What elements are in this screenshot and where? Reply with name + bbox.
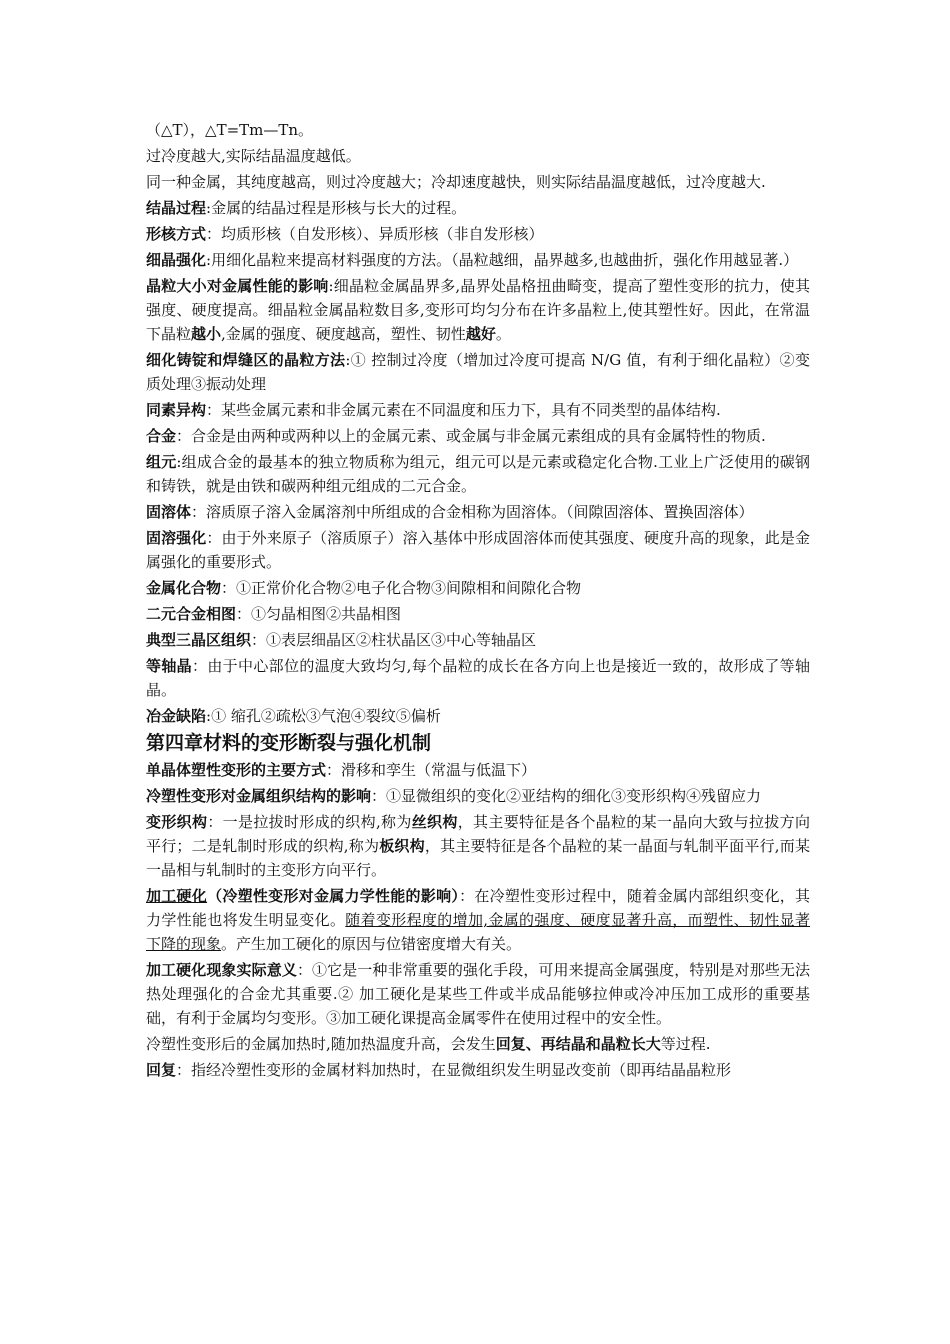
term: 二元合金相图 (146, 605, 237, 623)
definition-recovery (146, 1058, 810, 1082)
definition-text: ，其主要特征是各个晶粒的某一晶向大致与拉拔方向平行；二是轧制时形成的织构,称为 (146, 813, 810, 855)
term: 结晶过程 (146, 199, 207, 217)
definition-phase-diagram (146, 602, 810, 626)
definition-text: ：①正常价化合物②电子化合物③间隙相和间隙化合物 (221, 579, 582, 597)
definition-hardening-significance (146, 958, 810, 1030)
term: 形核方式 (146, 225, 207, 243)
definition-solution-strengthening (146, 526, 810, 574)
definition-text: ,金属的强度、硬度越高，塑性、韧性 (221, 325, 466, 343)
emphasis: 回复、再结晶和晶粒长大 (495, 1035, 661, 1053)
definition-text: :金属的结晶过程是形核与长大的过程。 (206, 199, 467, 217)
emphasis: 丝织构 (411, 813, 458, 831)
term: 细化铸锭和焊缝区的晶粒方法 (146, 351, 346, 369)
emphasis: 越小 (191, 325, 222, 343)
definition-work-hardening (146, 884, 810, 956)
definition-intermetallic (146, 576, 810, 600)
definition-grain-size (146, 274, 810, 346)
definition-text: :组成合金的最基本的独立物质称为组元，组元可以是元素或稳定化合物.工业上广泛使用的碳钢和铸铁，就是由铁和碳两种组元组成的二元合金。 (146, 453, 810, 495)
definition-text: :① 控制过冷度（增加过冷度可提高 N/G 值，有利于细化晶粒）②变质处理③振动处理 (146, 351, 810, 393)
definition-text: ：①表层细晶区②柱状晶区③中心等轴晶区 (251, 631, 537, 649)
term: 冷塑性变形对金属组织结构的影响 (146, 787, 372, 805)
term: 金属化合物 (146, 579, 222, 597)
document-page (146, 118, 810, 1084)
underlined-text: 随着变形程度的增加,金属的强度、硬度显著升高，而塑性、韧性显著下降的现象 (146, 911, 810, 953)
definition-text: ：合金是由两种或两种以上的金属元素、或金属与非金属元素组成的具有金属特性的物质. (176, 427, 766, 445)
definition-text: ：均质形核（自发形核）、异质形核（非自发形核） (206, 225, 544, 243)
definition-text: ：滑移和孪生（常温与低温下） (326, 761, 537, 779)
definition-three-zones (146, 628, 810, 652)
term: 加工硬化 (146, 887, 208, 905)
definition-allotropy (146, 398, 810, 422)
definition-text: 。产生加工硬化的原因与位错密度增大有关。 (221, 935, 522, 953)
definition-text: ：①显微组织的变化②亚结构的细化③变形织构④残留应力 (371, 787, 762, 805)
definition-text: ：由于中心部位的温度大致均匀,每个晶粒的成长在各方向上也是接近一致的，故形成了等轴晶。 (146, 657, 810, 699)
term: 细晶强化 (146, 251, 207, 269)
definition-grain-refinement (146, 248, 810, 272)
chapter-heading: 第四章材料的变形断裂与强化机制 (146, 732, 432, 754)
definition-text: ，其主要特征是各个晶粒的某一晶面与轧制平面平行,而某一晶相与轧制时的主变形方向平行。 (146, 837, 810, 879)
definition-text: ：一是拉拔时形成的织构,称为 (207, 813, 412, 831)
definition-deformation-modes (146, 758, 810, 782)
definition-defects (146, 704, 810, 728)
definition-text: 。 (495, 325, 511, 343)
term: 晶粒大小对金属性能的影响 (146, 277, 329, 295)
emphasis: 板织构 (379, 837, 425, 855)
term: 固溶强化 (146, 529, 207, 547)
paragraph-text: 等过程. (660, 1035, 711, 1053)
paragraph: 过冷度越大,实际结晶温度越低。 (146, 147, 361, 165)
definition-component (146, 450, 810, 498)
term: 等轴晶 (146, 657, 192, 675)
paragraph-heating (146, 1032, 810, 1056)
term: 冶金缺陷 (146, 707, 207, 725)
definition-texture (146, 810, 810, 882)
definition-solid-solution (146, 500, 810, 524)
definition-text: ：①匀晶相图②共晶相图 (236, 605, 402, 623)
term: 回复 (146, 1061, 177, 1079)
definition-equiaxed (146, 654, 810, 702)
definition-refinement-methods (146, 348, 810, 396)
definition-text: :细晶粒金属晶界多,晶界处晶格扭曲畸变，提高了塑性变形的抗力，使其强度、硬度提高。细晶粒金属晶粒数目多,变形可均匀分布在许多晶粒上,使其塑性好。因此，在常温下晶粒 (146, 277, 810, 343)
definition-text: ：①它是一种非常重要的强化手段，可用来提高金属强度，特别是对那些无法热处理强化的合金尤其重要.② 加工硬化是某些工件或半成品能够拉伸或冷冲压加工成形的重要基础，有利于金属均匀变形。③加工硬化课提高金属零件在使用过程中的安全性。 (146, 961, 810, 1027)
emphasis: 越好 (465, 325, 496, 343)
definition-nucleation (146, 222, 810, 246)
definition-text: :① 缩孔②疏松③气泡④裂纹⑤偏析 (206, 707, 441, 725)
paragraph-text: 冷塑性变形后的金属加热时,随加热温度升高，会发生 (146, 1035, 496, 1053)
term: 单晶体塑性变形的主要方式 (146, 761, 327, 779)
definition-text: :用细化晶粒来提高材料强度的方法。（晶粒越细，晶界越多,也越曲折，强化作用越显著.） (206, 251, 799, 269)
term: 合金 (146, 427, 177, 445)
definition-text: ：溶质原子溶入金属溶剂中所组成的合金相称为固溶体。（间隙固溶体、置换固溶体） (191, 503, 754, 521)
definition-crystallization (146, 196, 810, 220)
term: 组元 (146, 453, 177, 471)
paragraph: 同一种金属，其纯度越高，则过冷度越大；冷却速度越快，则实际结晶温度越低，过冷度越大. (146, 173, 766, 191)
definition-text: ：在冷塑性变形过程中，随着金属内部组织变化，其力学性能也将发生明显变化。 (146, 887, 810, 929)
definition-text: ：某些金属元素和非金属元素在不同温度和压力下，具有不同类型的晶体结构. (206, 401, 721, 419)
term: 典型三晶区组织 (146, 631, 252, 649)
definition-text: ：指经冷塑性变形的金属材料加热时，在显微组织发生明显改变前（即再结晶晶粒形 (176, 1061, 732, 1079)
definition-cold-deformation-effects (146, 784, 810, 808)
term: （冷塑性变形对金属力学性能的影响） (207, 887, 460, 905)
term: 固溶体 (146, 503, 192, 521)
term: 同素异构 (146, 401, 207, 419)
definition-alloy (146, 424, 810, 448)
definition-text: ：由于外来原子（溶质原子）溶入基体中形成固溶体而使其强度、硬度升高的现象，此是金属强化的重要形式。 (146, 529, 810, 571)
term: 加工硬化现象实际意义 (146, 961, 297, 979)
term: 变形织构 (146, 813, 208, 831)
paragraph: （△T），△T=Tm—Tn。 (146, 121, 314, 139)
